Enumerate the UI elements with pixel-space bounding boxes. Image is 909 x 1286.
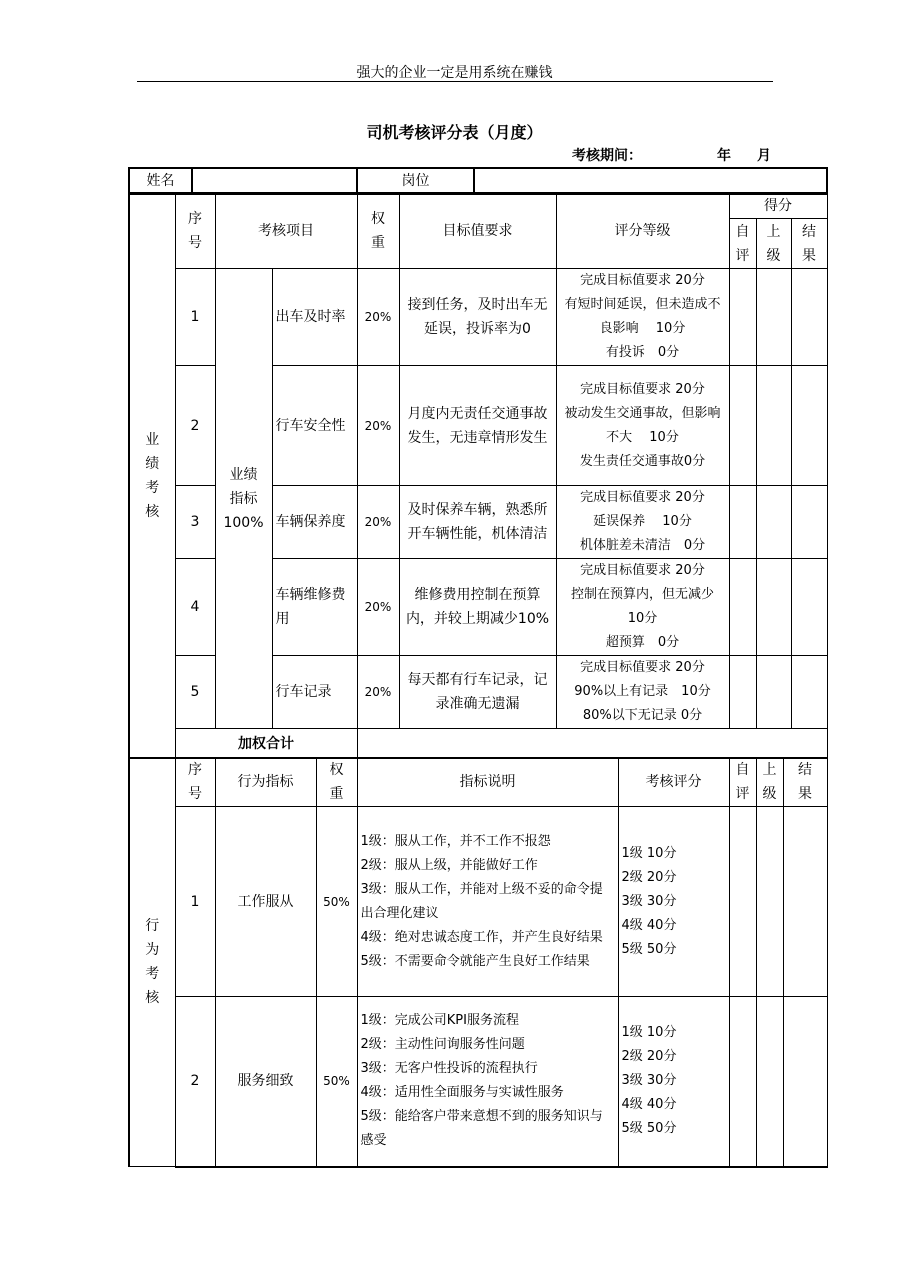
perf-superior-cell[interactable] bbox=[756, 366, 791, 486]
behavior-item-header: 行为指标 bbox=[215, 758, 316, 807]
behavior-result-header: 结 果 bbox=[783, 758, 827, 807]
perf-grade-header: 评分等级 bbox=[556, 193, 729, 269]
perf-self-cell[interactable] bbox=[729, 486, 756, 559]
perf-row-no: 2 bbox=[175, 366, 215, 486]
perf-self-cell[interactable] bbox=[729, 366, 756, 486]
perf-result-cell[interactable] bbox=[791, 366, 827, 486]
perf-result-cell[interactable] bbox=[791, 269, 827, 366]
behavior-row-desc: 1级：完成公司KPI服务流程 2级：主动性问询服务性问题 3级：无客户性投诉的流程执行 4级：适用性全面服务与实诚性服务 5级：能给客户带来意想不到的服务知识与感受 bbox=[357, 997, 618, 1167]
perf-result-cell[interactable] bbox=[791, 656, 827, 729]
behavior-row-desc: 1级：服从工作，并不工作不报怨 2级：服从上级，并能做好工作 3级：服从工作，并能对上级不妥的命令提出合理化建议 4级：绝对忠诚态度工作，并产生良好结果 5级：不需要命令就能产生良好工作结果 bbox=[357, 807, 618, 997]
perf-section-label: 业 绩 考 核 bbox=[129, 193, 175, 759]
perf-result-cell[interactable] bbox=[791, 486, 827, 559]
perf-row-weight: 20% bbox=[357, 656, 399, 729]
perf-row-grade: 完成目标值要求 20分 控制在预算内，但无减少 10分 超预算 0分 bbox=[556, 559, 729, 656]
behavior-section-label: 行 为 考 核 bbox=[129, 758, 175, 1167]
perf-row-no: 1 bbox=[175, 269, 215, 366]
behavior-desc-header: 指标说明 bbox=[357, 758, 618, 807]
perf-row-grade: 完成目标值要求 20分 90%以上有记录 10分 80%以下无记录 0分 bbox=[556, 656, 729, 729]
perf-row-item: 出车及时率 bbox=[272, 269, 357, 366]
perf-row-target: 月度内无责任交通事故发生，无违章情形发生 bbox=[399, 366, 556, 486]
perf-row-grade: 完成目标值要求 20分 有短时间延误，但未造成不良影响 10分 有投诉 0分 bbox=[556, 269, 729, 366]
name-label: 姓名 bbox=[129, 168, 192, 194]
info-table bbox=[128, 167, 828, 195]
perf-row-item: 车辆保养度 bbox=[272, 486, 357, 559]
perf-self-cell[interactable] bbox=[729, 656, 756, 729]
behavior-row-scores: 1级 10分 2级 20分 3级 30分 4级 40分 5级 50分 bbox=[618, 807, 729, 997]
perf-row-weight: 20% bbox=[357, 366, 399, 486]
perf-row-weight: 20% bbox=[357, 269, 399, 366]
behavior-row-scores: 1级 10分 2级 20分 3级 30分 4级 40分 5级 50分 bbox=[618, 997, 729, 1167]
position-field[interactable] bbox=[474, 168, 827, 194]
perf-row-grade: 完成目标值要求 20分 被动发生交通事故，但影响不大 10分 发生责任交通事故0分 bbox=[556, 366, 729, 486]
perf-superior-cell[interactable] bbox=[756, 656, 791, 729]
perf-weight-header: 权 重 bbox=[357, 193, 399, 269]
header-rule bbox=[137, 81, 773, 82]
perf-row-weight: 20% bbox=[357, 486, 399, 559]
perf-item-header: 考核项目 bbox=[215, 193, 357, 269]
behavior-no-header: 序 号 bbox=[175, 758, 215, 807]
perf-row-target: 维修费用控制在预算内，并较上期减少10% bbox=[399, 559, 556, 656]
behavior-row-weight: 50% bbox=[316, 807, 357, 997]
perf-self-cell[interactable] bbox=[729, 559, 756, 656]
position-label: 岗位 bbox=[357, 168, 474, 194]
perf-row-item: 行车记录 bbox=[272, 656, 357, 729]
perf-superior-cell[interactable] bbox=[756, 559, 791, 656]
perf-superior-cell[interactable] bbox=[756, 486, 791, 559]
perf-superior-header: 上 级 bbox=[756, 219, 791, 269]
behavior-row-no: 1 bbox=[175, 807, 215, 997]
behavior-row-item: 服务细致 bbox=[215, 997, 316, 1167]
perf-result-header: 结 果 bbox=[791, 219, 827, 269]
behavior-self-header: 自 评 bbox=[729, 758, 756, 807]
page-header-slogan: 强大的企业一定是用系统在赚钱 bbox=[356, 65, 553, 81]
behavior-superior-cell[interactable] bbox=[756, 997, 783, 1167]
behavior-superior-cell[interactable] bbox=[756, 807, 783, 997]
perf-self-header: 自 评 bbox=[729, 219, 756, 269]
perf-target-header: 目标值要求 bbox=[399, 193, 556, 269]
behavior-self-cell[interactable] bbox=[729, 807, 756, 997]
perf-row-item: 车辆维修费用 bbox=[272, 559, 357, 656]
perf-superior-cell[interactable] bbox=[756, 269, 791, 366]
perf-row-no: 5 bbox=[175, 656, 215, 729]
behavior-table bbox=[128, 757, 828, 1168]
behavior-row-item: 工作服从 bbox=[215, 807, 316, 997]
behavior-result-cell[interactable] bbox=[783, 997, 827, 1167]
period-label: 考核期间： bbox=[572, 148, 642, 164]
behavior-row-no: 2 bbox=[175, 997, 215, 1167]
perf-row-item: 行车安全性 bbox=[272, 366, 357, 486]
behavior-weight-header: 权 重 bbox=[316, 758, 357, 807]
perf-row-target: 及时保养车辆，熟悉所开车辆性能，机体清洁 bbox=[399, 486, 556, 559]
period-month-label: 月 bbox=[757, 148, 771, 164]
perf-row-grade: 完成目标值要求 20分 延误保养 10分 机体脏差未清洁 0分 bbox=[556, 486, 729, 559]
name-field[interactable] bbox=[192, 168, 357, 194]
perf-self-cell[interactable] bbox=[729, 269, 756, 366]
perf-category: 业绩 指标 100% bbox=[215, 269, 272, 729]
page-title: 司机考核评分表（月度） bbox=[366, 123, 543, 142]
weighted-total-value[interactable] bbox=[357, 729, 827, 759]
perf-score-header: 得分 bbox=[729, 193, 827, 219]
perf-no-header: 序 号 bbox=[175, 193, 215, 269]
behavior-superior-header: 上 级 bbox=[756, 758, 783, 807]
behavior-result-cell[interactable] bbox=[783, 807, 827, 997]
perf-row-target: 接到任务，及时出车无延误，投诉率为0 bbox=[399, 269, 556, 366]
performance-table bbox=[128, 192, 828, 759]
perf-row-target: 每天都有行车记录，记录准确无遗漏 bbox=[399, 656, 556, 729]
behavior-self-cell[interactable] bbox=[729, 997, 756, 1167]
weighted-total-label: 加权合计 bbox=[175, 729, 357, 759]
period-year-label: 年 bbox=[717, 148, 731, 164]
perf-row-no: 3 bbox=[175, 486, 215, 559]
behavior-row-weight: 50% bbox=[316, 997, 357, 1167]
perf-result-cell[interactable] bbox=[791, 559, 827, 656]
behavior-score-header: 考核评分 bbox=[618, 758, 729, 807]
perf-row-weight: 20% bbox=[357, 559, 399, 656]
perf-row-no: 4 bbox=[175, 559, 215, 656]
